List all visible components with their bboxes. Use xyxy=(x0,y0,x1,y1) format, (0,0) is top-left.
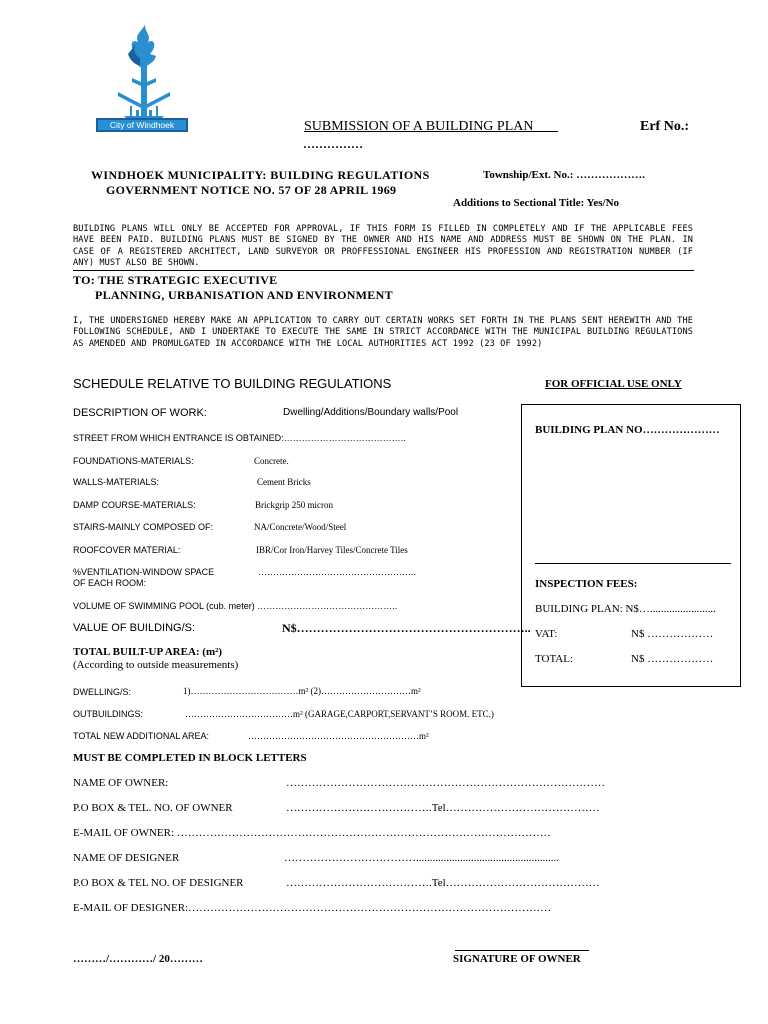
to-line-2: PLANNING, URBANISATION AND ENVIRONMENT xyxy=(95,288,393,302)
form-title xyxy=(304,119,558,135)
to-line-1: TO: THE STRATEGIC EXECUTIVE xyxy=(73,273,278,287)
city-of-windhoek-logo xyxy=(96,20,188,136)
divider xyxy=(73,270,694,271)
value-of-building-field: N$………………………………………………….. xyxy=(282,621,531,635)
signature-label: SIGNATURE OF OWNER xyxy=(453,953,581,965)
sectional-title-field: Additions to Sectional Title: Yes/No xyxy=(453,197,620,209)
owner-pobox-label: P.O BOX & TEL. NO. OF OWNER xyxy=(73,802,233,814)
total-area-note: (According to outside measurements) xyxy=(73,659,239,671)
intro-paragraph: BUILDING PLANS WILL ONLY BE ACCEPTED FOR APPROVAL, IF THIS FORM IS FILLED IN COMPLETELY AND IF THE APPLICABLE FEES HAVE BEEN PAID. BUILDING PLANS MUST BE SIGNED BY THE OWNER AND HIS NAME AND ADDRESS MUST BE SHOWN ON THE PLAN. IN CASE OF A REGISTERED ARCHITECT, LAND SURVEYOR OR PROFFESSIONAL ENGINEER HIS PROFESSION AND REGISTRATION NUMBER (IF ANY) MUST ALSO BE SHOWN. xyxy=(73,224,693,269)
signature-line xyxy=(455,950,589,951)
roofcover-value: IBR/Cor Iron/Harvey Tiles/Concrete Tiles xyxy=(256,545,408,555)
ventilation-dots: …………………………………………….. xyxy=(258,567,417,577)
description-value: Dwelling/Additions/Boundary walls/Pool xyxy=(283,407,459,418)
official-box-divider xyxy=(535,563,731,564)
foundations-value: Concrete. xyxy=(254,456,289,466)
stairs-value: NA/Concrete/Wood/Steel xyxy=(254,522,347,532)
designer-pobox-field[interactable]: ………………………………….Tel…………………………………… xyxy=(286,877,600,889)
vat-label: VAT: xyxy=(535,628,558,640)
walls-label: WALLS-MATERIALS: xyxy=(73,477,160,487)
ventilation-label-2: OF EACH ROOM: xyxy=(73,578,147,588)
date-field[interactable]: ………/…………/ 20……… xyxy=(73,953,203,965)
damp-course-label: DAMP COURSE-MATERIALS: xyxy=(73,500,196,510)
official-use-box xyxy=(521,404,741,687)
logo-label: City of Windhoek xyxy=(109,120,175,130)
street-field: STREET FROM WHICH ENTRANCE IS OBTAINED:………………………………….. xyxy=(73,433,406,443)
value-of-building-label: VALUE OF BUILDING/S: xyxy=(73,622,196,634)
ventilation-label-1: %VENTILATION-WINDOW SPACE xyxy=(73,567,215,577)
owner-pobox-field[interactable]: ………………………………….Tel…………………………………… xyxy=(286,802,600,814)
erf-no-dots: …………… xyxy=(303,137,363,151)
damp-course-value: Brickgrip 250 micron xyxy=(255,500,333,510)
total-label: TOTAL: xyxy=(535,653,574,665)
owner-name-label: NAME OF OWNER: xyxy=(73,777,169,789)
government-notice: GOVERNMENT NOTICE NO. 57 OF 28 APRIL 1969 xyxy=(106,183,397,197)
erf-no-label: Erf No.: xyxy=(640,119,689,134)
description-label: DESCRIPTION OF WORK: xyxy=(73,407,207,419)
building-plan-fee: BUILDING PLAN: N$…........................ xyxy=(535,603,716,615)
designer-email-field[interactable]: E-MAIL OF DESIGNER:……………………………………………………………………………………… xyxy=(73,902,552,914)
roofcover-label: ROOFCOVER MATERIAL: xyxy=(73,545,181,555)
vat-value: N$ ……………… xyxy=(631,628,714,640)
block-letters-heading: MUST BE COMPLETED IN BLOCK LETTERS xyxy=(73,752,307,764)
official-use-heading: FOR OFFICIAL USE ONLY xyxy=(545,378,682,390)
new-area-value: …………………………………………………m² xyxy=(248,731,429,741)
declaration-paragraph: I, THE UNDERSIGNED HEREBY MAKE AN APPLICATION TO CARRY OUT CERTAIN WORKS SET FORTH IN THE PLANS SENT HEREWITH AND THE FOLLOWING SCHEDULE, AND I UNDERTAKE TO EXECUTE THE SAME IN STRICT ACCORDANCE WITH THE MUNICIPAL BUILDING REGULATIONS AS AMENDED AND PROMULGATED IN ACCORDANCE WITH THE LOCAL AUTHORITIES ACT 1992 (23 OF 1992) xyxy=(73,316,693,349)
dwellings-label: DWELLING/S: xyxy=(73,687,132,697)
building-plan-no: BUILDING PLAN NO………………… xyxy=(535,424,720,436)
dwellings-value: 1)………………………………m² (2)…………………………m² xyxy=(183,686,421,696)
designer-pobox-label: P.O BOX & TEL NO. OF DESIGNER xyxy=(73,877,244,889)
form-title-text: SUBMISSION OF A BUILDING PLAN xyxy=(304,119,534,134)
outbuildings-label: OUTBUILDINGS: xyxy=(73,709,144,719)
municipality-heading: WINDHOEK MUNICIPALITY: BUILDING REGULATIONS xyxy=(91,168,430,182)
township-field: Township/Ext. No.: ………………. xyxy=(483,169,645,181)
total-value: N$ ……………… xyxy=(631,653,714,665)
new-area-label: TOTAL NEW ADDITIONAL AREA: xyxy=(73,731,210,741)
stairs-label: STAIRS-MAINLY COMPOSED OF: xyxy=(73,522,214,532)
inspection-fees-label: INSPECTION FEES: xyxy=(535,578,638,590)
swimming-pool-field: VOLUME OF SWIMMING POOL (cub. meter) ……………………………………….. xyxy=(73,601,398,611)
owner-name-field[interactable]: …………………………………………………………………………… xyxy=(286,777,605,789)
designer-name-field[interactable]: ……………………………….................................................... xyxy=(284,852,559,864)
walls-value: Cement Bricks xyxy=(257,477,311,487)
outbuildings-value: ………………………………m² (GARAGE,CARPORT,SERVANT’S ROOM. ETC.) xyxy=(185,709,494,719)
foundations-label: FOUNDATIONS-MATERIALS: xyxy=(73,456,194,466)
designer-name-label: NAME OF DESIGNER xyxy=(73,852,180,864)
schedule-heading: SCHEDULE RELATIVE TO BUILDING REGULATIONS xyxy=(73,376,392,391)
total-area-label: TOTAL BUILT-UP AREA: (m²) xyxy=(73,646,223,658)
owner-email-field[interactable]: E-MAIL OF OWNER: ………………………………………………………………………………………… xyxy=(73,827,551,839)
